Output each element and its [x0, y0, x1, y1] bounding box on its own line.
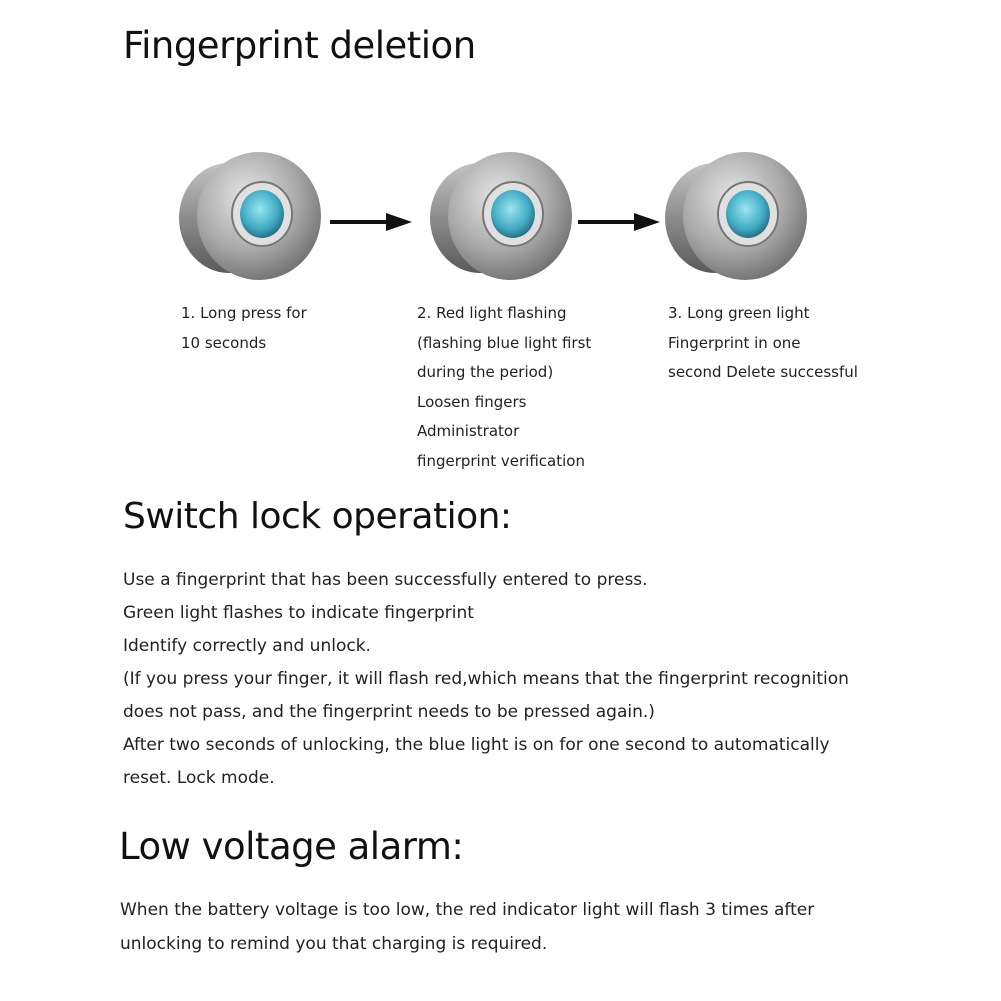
- step-text-line: (flashing blue light first: [417, 333, 592, 352]
- switch-lock-description: [123, 564, 849, 795]
- step-1-caption: [181, 299, 307, 358]
- arrow-right-icon: [330, 212, 412, 232]
- paragraph-line: After two seconds of unlocking, the blue light is on for one second to automatically: [123, 735, 830, 755]
- step-text-line: during the period): [417, 363, 554, 381]
- step-2-caption: [417, 299, 591, 476]
- fingerprint-sensor-icon: [174, 148, 324, 288]
- switch-lock-heading: Switch lock operation:: [123, 496, 512, 537]
- step-text-line: Loosen fingers: [417, 392, 527, 411]
- step-text-line: 3. Long green light: [668, 304, 810, 322]
- step-text-line: 2. Red light flashing: [417, 304, 567, 322]
- paragraph-line: When the battery voltage is too low, the red indicator light will flash 3 times after: [120, 900, 815, 920]
- step-text-line: second Delete successful: [668, 363, 858, 381]
- low-voltage-alarm-heading: Low voltage alarm:: [119, 825, 464, 868]
- fingerprint-deletion-heading: Fingerprint deletion: [123, 24, 476, 67]
- step-3-caption: [668, 299, 858, 388]
- paragraph-line: does not pass, and the fingerprint needs to be pressed again.): [123, 702, 655, 722]
- step-text-line: Fingerprint in one: [668, 333, 801, 352]
- paragraph-line: unlocking to remind you that charging is required.: [120, 934, 548, 954]
- step-text-line: 1. Long press for: [181, 304, 307, 322]
- step-text-line: fingerprint verification: [417, 451, 585, 470]
- step-text-line: 10 seconds: [181, 333, 267, 352]
- paragraph-line: Green light flashes to indicate fingerprint: [123, 603, 474, 623]
- paragraph-line: Use a fingerprint that has been successfully entered to press.: [123, 570, 648, 590]
- step-text-line: Administrator: [417, 422, 520, 440]
- low-voltage-description: [120, 893, 814, 961]
- paragraph-line: Identify correctly and unlock.: [123, 636, 371, 656]
- fingerprint-sensor-icon: [425, 148, 575, 288]
- paragraph-line: reset. Lock mode.: [123, 768, 275, 788]
- arrow-right-icon: [578, 212, 660, 232]
- paragraph-line: (If you press your finger, it will flash red,which means that the fingerprint recognition: [123, 669, 849, 689]
- fingerprint-sensor-icon: [660, 148, 810, 288]
